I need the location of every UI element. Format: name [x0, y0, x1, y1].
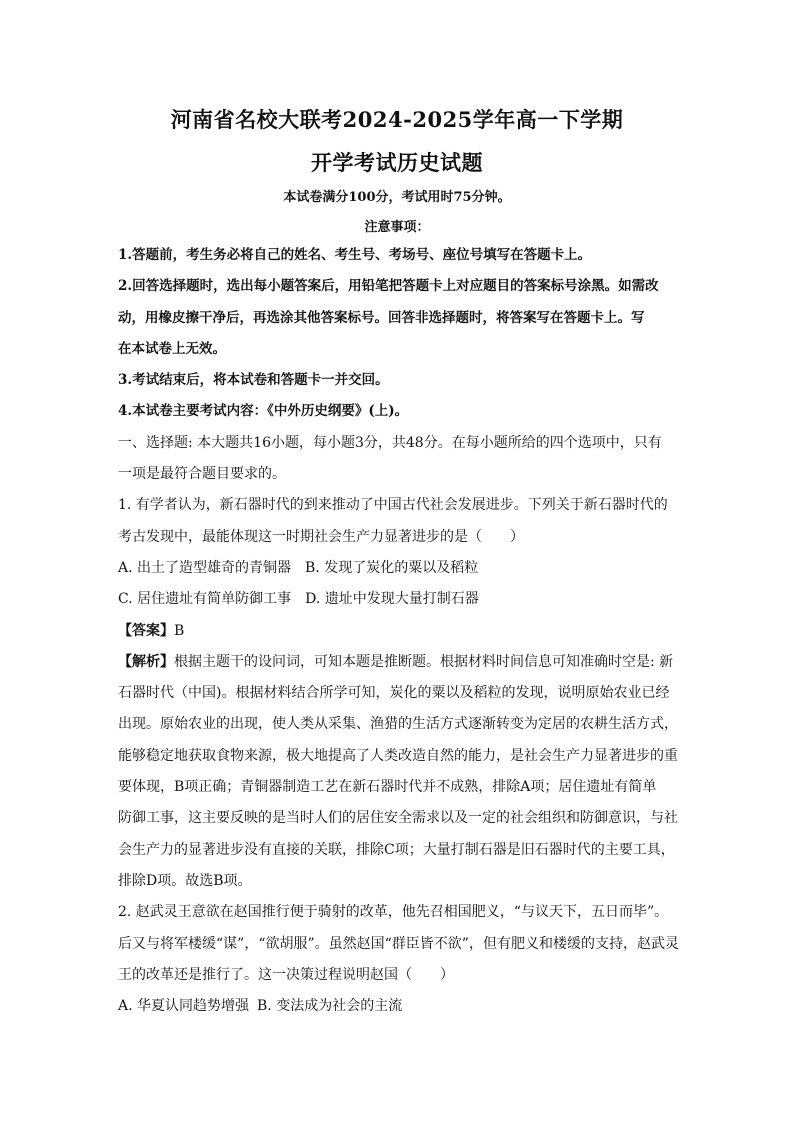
q2-stem: 2. 赵武灵王意欲在赵国推行便于骑射的改革，他先召相国肥义，“与议天下，五日而毕”。 [118, 904, 669, 921]
answer-label: 【答案】 [118, 622, 174, 639]
q1-answer [118, 616, 678, 647]
section-heading: 一、选择题: 本大题共16小题，每小题3分，共48分。在每小题所给的四个选项中，只有 [118, 434, 662, 451]
q1-options-row [118, 584, 678, 615]
q1-analysis: 石器时代（中国)。根据材料结合所学可知，炭化的粟以及稻粒的发现，说明原始农业已经 [118, 685, 670, 702]
q1-option-d: D. 遗址中发现大量打制石器 [305, 591, 479, 608]
q2-stem: 后又与将军楼缓“谋”，“欲胡服”。虽然赵国“群臣皆不欲”，但有肥义和楼缓的支持，赵武灵 [118, 935, 679, 952]
q1-option-a: A. 出土了造型雄奇的青铜器 [118, 559, 292, 576]
q2-option-b: B. 变法成为社会的主流 [257, 998, 403, 1015]
q1-analysis: 要体现，B项正确；青铜器制造工艺在新石器时代并不成熟，排除A项；居住遗址有简单 [118, 779, 657, 796]
analysis-text: 根据主题干的设问词，可知本题是推断题。根据材料时间信息可知准确时空是: 新 [174, 653, 674, 670]
q1-option-c: C. 居住遗址有简单防御工事 [118, 591, 292, 608]
q2-option-a: A. 华夏认同趋势增强 [118, 998, 250, 1015]
q1-option-b: B. 发现了炭化的粟以及稻粒 [305, 559, 479, 576]
q1-analysis: 出现。原始农业的出现，使人类从采集、渔猎的生活方式逐渐转变为定居的农耕生活方式， [118, 716, 678, 733]
q1-analysis [118, 647, 678, 678]
q1-analysis: 防御工事，这主要反映的是当时人们的居住安全需求以及一定的社会组织和防御意识，与社 [118, 810, 678, 827]
q1-stem: 考古发现中，最能体现这一时期社会生产力显著进步的是（ ） [118, 528, 524, 545]
answer-value: B [174, 622, 185, 639]
notice-line: 2.回答选择题时，选出每小题答案后，用铅笔把答题卡上对应题目的答案标号涂黑。如需改 [118, 278, 659, 295]
score-info: 本试卷满分100分，考试用时75分钟。 [283, 190, 511, 205]
notice-line: 动，用橡皮擦干净后，再选涂其他答案标号。回答非选择题时，将答案写在答题卡上。写 [118, 309, 645, 326]
notice-heading: 注意事项： [364, 220, 430, 235]
exam-content [118, 240, 678, 1022]
q1-analysis: 会生产力的显著进步没有直接的关联，排除C项；大量打制石器是旧石器时代的主要工具， [118, 841, 675, 858]
notice-line: 4.本试卷主要考试内容：《中外历史纲要》(上)。 [118, 403, 409, 420]
analysis-label: 【解析】 [118, 653, 174, 670]
q1-analysis: 排除D项。故选B项。 [118, 872, 252, 889]
exam-title-line1: 河南省名校大联考2024-2025学年高一下学期 [170, 107, 624, 132]
q1-options-row [118, 553, 678, 584]
notice-line: 3.考试结束后，将本试卷和答题卡一并交回。 [118, 372, 389, 389]
notice-line: 在本试卷上无效。 [118, 340, 226, 357]
notice-line: 1.答题前，考生务必将自己的姓名、考生号、考场号、座位号填写在答题卡上。 [118, 247, 592, 263]
exam-title-line2: 开学考试历史试题 [311, 150, 483, 175]
q1-stem: 1. 有学者认为，新石器时代的到来推动了中国古代社会发展进步。下列关于新石器时代的 [118, 497, 668, 514]
q2-stem: 王的改革还是推行了。这一决策过程说明赵国（ ） [118, 966, 454, 983]
section-heading-cont: 一项是最符合题目要求的。 [118, 466, 286, 483]
q1-analysis: 能够稳定地获取食物来源，极大地提高了人类改造自然的能力，是社会生产力显著进步的重 [118, 747, 678, 764]
q2-options-row [118, 991, 678, 1022]
